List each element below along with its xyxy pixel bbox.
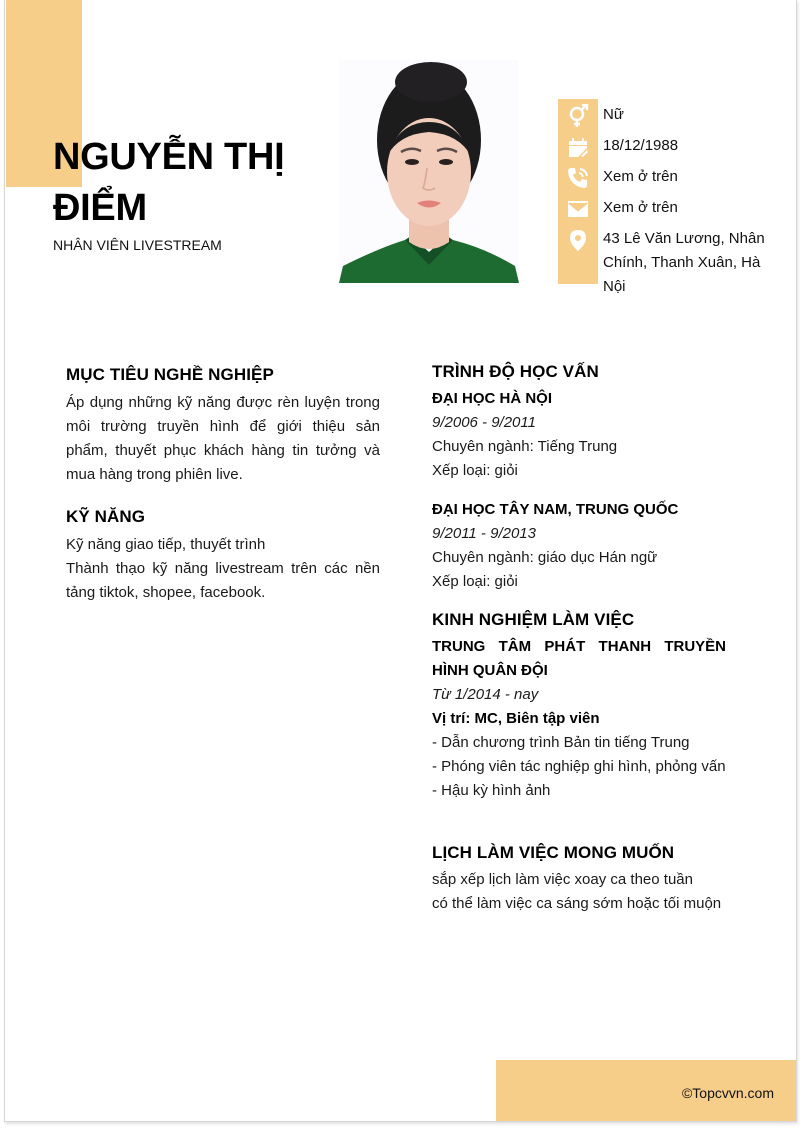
contact-email[interactable] bbox=[558, 196, 778, 222]
birthdate-value: 18/12/1988 bbox=[603, 137, 679, 154]
profile-photo bbox=[339, 60, 519, 283]
contact-gender bbox=[558, 103, 778, 129]
mail-icon bbox=[558, 196, 598, 222]
address-value: 43 Lê Văn Lương, Nhân Chính, Thanh Xuân, Hà Nội bbox=[603, 230, 765, 295]
location-pin-icon bbox=[558, 227, 598, 253]
schedule-line: có thể làm việc ca sáng sớm hoặc tối muộn bbox=[432, 895, 722, 912]
section-skills bbox=[66, 505, 380, 605]
footer-accent-block bbox=[496, 1060, 796, 1121]
objective-heading: MỤC TIÊU NGHỀ NGHIỆP bbox=[66, 365, 274, 384]
name-line-1: NGUYỄN THỊ bbox=[53, 136, 285, 178]
contact-phone[interactable] bbox=[558, 165, 778, 191]
contact-birthdate bbox=[558, 134, 778, 160]
schedule-line: sắp xếp lịch làm việc xoay ca theo tuần bbox=[432, 871, 693, 888]
company-name: TRUNG TÂM PHÁT THANH TRUYỀN HÌNH QUÂN ĐỘI bbox=[432, 638, 726, 679]
section-experience bbox=[432, 608, 726, 803]
experience-duty: - Hậu kỳ hình ảnh bbox=[432, 782, 551, 799]
experience-heading: KINH NGHIỆM LÀM VIỆC bbox=[432, 610, 635, 629]
school-name: ĐẠI HỌC TÂY NAM, TRUNG QUỐC bbox=[432, 501, 679, 518]
experience-duty: - Dẫn chương trình Bản tin tiếng Trung bbox=[432, 734, 690, 751]
education-item bbox=[432, 387, 726, 483]
job-title: NHÂN VIÊN LIVESTREAM bbox=[53, 237, 222, 253]
section-objective bbox=[66, 363, 380, 487]
experience-duty: - Phóng viên tác nghiệp ghi hình, phỏng vấn bbox=[432, 758, 726, 775]
phone-value: Xem ở trên bbox=[603, 168, 678, 185]
portrait-illustration bbox=[339, 60, 519, 283]
education-item bbox=[432, 498, 726, 594]
gender-icon bbox=[558, 103, 598, 129]
cv-page bbox=[4, 0, 797, 1122]
contact-address bbox=[558, 227, 778, 299]
gender-value: Nữ bbox=[603, 106, 624, 123]
section-education bbox=[432, 360, 726, 594]
skill-item: Kỹ năng giao tiếp, thuyết trình bbox=[66, 536, 266, 553]
education-major: Chuyên ngành: giáo dục Hán ngữ bbox=[432, 549, 658, 566]
education-heading: TRÌNH ĐỘ HỌC VẤN bbox=[432, 362, 599, 381]
education-major: Chuyên ngành: Tiếng Trung bbox=[432, 438, 618, 455]
education-period: 9/2011 - 9/2013 bbox=[432, 525, 536, 542]
skill-item: Thành thạo kỹ năng livestream trên các nền tảng tiktok, shopee, facebook. bbox=[66, 560, 380, 601]
phone-icon bbox=[558, 165, 598, 191]
school-name: ĐẠI HỌC HÀ NỘI bbox=[432, 390, 552, 407]
copyright-text: ©Topcvvn.com bbox=[681, 1085, 774, 1101]
objective-text: Áp dụng những kỹ năng được rèn luyện trong môi trường truyền hình để giới thiệu sản phẩm, thuyết phục khách hàng tin tưởng và mua hàng trong phiên live. bbox=[66, 394, 380, 483]
schedule-heading: LỊCH LÀM VIỆC MONG MUỐN bbox=[432, 843, 675, 862]
experience-position: Vị trí: MC, Biên tập viên bbox=[432, 710, 600, 727]
email-value: Xem ở trên bbox=[603, 199, 678, 216]
education-grade: Xếp loại: giỏi bbox=[432, 462, 518, 479]
skills-heading: KỸ NĂNG bbox=[66, 507, 146, 526]
candidate-name bbox=[53, 132, 333, 234]
education-grade: Xếp loại: giỏi bbox=[432, 573, 518, 590]
education-period: 9/2006 - 9/2011 bbox=[432, 414, 536, 431]
experience-item bbox=[432, 635, 726, 803]
name-line-2: ĐIỂM bbox=[53, 187, 147, 229]
section-schedule bbox=[432, 841, 726, 916]
calendar-icon bbox=[558, 134, 598, 160]
experience-period: Từ 1/2014 - nay bbox=[432, 686, 539, 703]
